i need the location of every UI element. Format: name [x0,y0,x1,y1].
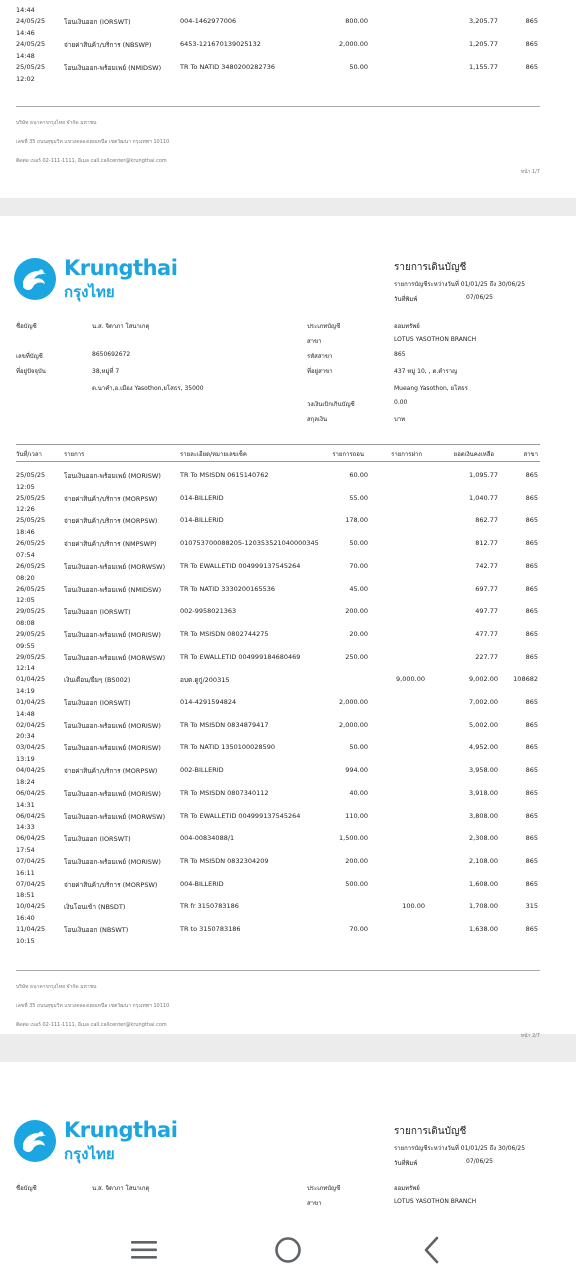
row-branch: 865 [525,834,538,843]
account-no-value: 8650692672 [92,351,131,358]
krungthai-logo [14,1118,178,1164]
row-date: 06/04/25 [16,811,46,820]
row-balance: 1,708.00 [469,902,498,911]
address-label: ที่อยู่ปัจจุบัน [16,368,46,375]
row-type: โอนเงินออก (NBSWT) [64,926,129,934]
statement-page-3 [0,1062,576,1222]
period-value: 01/01/25 ถึง 30/06/25 [460,281,526,288]
row-time: 14:48 [16,52,35,60]
row-balance: 7,002.00 [469,698,498,706]
row-withdraw: 178.00 [345,516,368,525]
row-branch: 315 [525,902,538,911]
row-time: 14:33 [16,823,35,832]
row-withdraw: 50.00 [349,743,368,752]
row-balance: 1,095.77 [469,471,498,479]
period-row [394,1143,525,1153]
table-row [0,664,576,687]
row-date: 01/04/25 [16,698,46,706]
row-type: เงินโอนเข้า (NBSDT) [64,903,126,912]
statement-title: รายการเดินบัญชี [394,262,467,273]
footer-company: บริษัท ธนาคารกรุงไทย จำกัด มหาชน [16,984,97,990]
row-balance: 3,958.00 [469,766,498,775]
row-detail: 004-00834088/1 [180,834,235,843]
footer-contact: ติดต่อ เบอร์ 02-111-1111, อีเมล call.callcenter@krungthai.com [16,1022,167,1028]
row-branch: 865 [525,493,538,502]
logo-text-th: กรุงไทย [64,1145,115,1163]
row-date: 07/04/25 [16,879,46,888]
row-balance: 5,002.00 [469,720,498,729]
statement-header [394,260,525,309]
row-date: 02/04/25 [16,720,46,729]
currency-label: สกุลเงิน [307,416,328,423]
row-type: โอนเงินออก (IORSWT) [64,608,131,617]
row-balance: 2,108.00 [469,856,498,865]
row-time: 17:54 [16,845,35,854]
row-branch: 865 [525,788,538,797]
account-type-label: ประเภทบัญชี [307,1185,341,1192]
row-time: 07:54 [16,550,35,559]
row-time: 12:02 [16,75,35,83]
row-type: โอนเงินออก-พร้อมเพย์ (MORWSW) [64,653,166,662]
row-date: 25/05/25 [16,493,46,502]
row-withdraw: 45.00 [349,584,368,593]
table-row [0,732,576,755]
row-type: โอนเงินออก-พร้อมเพย์ (MORISW) [64,857,161,866]
table-row [0,619,576,642]
row-date: 03/04/25 [16,743,46,752]
branch-address-line1: 437 หมู่ 10, , ต.ตำราญ [394,368,458,375]
account-name-value: น.ส. จิดาภา โสนาเกตุ [92,323,150,330]
back-button[interactable] [412,1230,452,1270]
table-row [0,869,576,892]
row-date: 26/05/25 [16,561,46,570]
row-withdraw: 70.00 [349,925,368,933]
row-type: จ่ายค่าสินค้า/บริการ (MORPSW) [64,494,158,503]
home-button[interactable] [268,1230,308,1270]
row-time: 14:31 [16,800,35,809]
row-withdraw: 50.00 [349,539,368,548]
period-value: 01/01/25 ถึง 30/06/25 [460,1145,526,1152]
page-footer [16,970,540,1040]
row-balance: 497.77 [475,607,498,616]
period-label: รายการบัญชีระหว่างวันที่ [394,281,459,288]
row-balance: 477.77 [475,629,498,638]
period-row [394,279,525,289]
row-balance: 697.77 [475,584,498,593]
account-no-label: เลขที่บัญชี [16,353,43,360]
currency-value: บาท [394,416,406,423]
row-date: 01/04/25 [16,675,46,684]
row-date: 24/05/25 [16,17,46,25]
row-branch: 865 [525,766,538,775]
col-detail: รายละเอียด/หมายเลขเช็ค [180,451,247,458]
row-detail: 002-9958021363 [180,607,237,616]
row-balance: 3,808.00 [469,811,498,820]
row-type: โอนเงินออก (IORSWT) [64,835,131,844]
address-line1: 38,หมู่ที่ 7 [92,368,120,375]
row-withdraw: 250.00 [345,652,368,661]
row-withdraw: 60.00 [349,471,368,479]
col-date-time: วันที่/เวลา [16,451,42,458]
row-type: โอนเงินออก-พร้อมเพย์ (MORWSW) [64,812,166,821]
print-date-value: 07/06/25 [466,294,493,301]
row-balance: 3,918.00 [469,788,498,797]
branch-value: LOTUS YASOTHON BRANCH [394,336,477,343]
branch-code-value: 865 [394,351,406,358]
branch-value: LOTUS YASOTHON BRANCH [394,1198,477,1205]
row-branch: 865 [525,40,538,48]
row-detail: TR To EWALLETID 004999184680469 [180,652,301,661]
row-detail: 014-BILLERID [180,516,224,525]
page-footer [16,106,540,176]
bird-emblem-icon [14,258,56,300]
row-time: 16:11 [16,868,35,877]
row-branch: 865 [525,584,538,593]
row-branch: 865 [525,539,538,548]
row-withdraw: 20.00 [349,629,368,638]
table-row [0,574,576,597]
row-branch: 865 [525,856,538,865]
row-branch: 865 [525,17,538,25]
row-balance: 862.77 [475,516,498,525]
row-date: 24/05/25 [16,40,46,48]
row-date: 06/04/25 [16,834,46,843]
home-circle-icon [268,1230,308,1270]
branch-code-label: รหัสสาขา [307,353,333,360]
row-type: จ่ายค่าสินค้า/บริการ (NBSWP) [64,41,152,49]
logo-text-en: Krungthai [64,256,178,280]
row-type: โอนเงินออก-พร้อมเพย์ (MORISW) [64,721,161,730]
row-detail: TR To NATID 3330200165536 [180,584,275,593]
footer-address: เลขที่ 35 ถนนสุขุมวิท แขวงคลองเตยเหนือ เขตวัฒนา กรุงเทพฯ 10110 [16,139,170,145]
menu-icon [124,1230,164,1270]
row-balance: 1,608.00 [469,879,498,888]
row-type: โอนเงินออก-พร้อมเพย์ (MORISW) [64,472,161,480]
logo-text-th: กรุงไทย [64,283,115,301]
footer-address: เลขที่ 35 ถนนสุขุมวิท แขวงคลองเตยเหนือ เขตวัฒนา กรุงเทพฯ 10110 [16,1003,170,1009]
row-date: 29/05/25 [16,652,46,661]
table-row [0,52,576,75]
account-type-value: ออมทรัพย์ [394,1185,420,1192]
row-withdraw: 200.00 [345,607,368,616]
table-row-tail [0,75,576,98]
row-detail: 002-BILLERID [180,766,224,775]
row-branch: 865 [525,561,538,570]
table-row [0,460,576,483]
table-row [0,642,576,665]
row-withdraw: 800.00 [345,17,368,25]
row-type: โอนเงินออก-พร้อมเพย์ (MORWSW) [64,562,166,571]
row-branch: 865 [525,925,538,933]
footer-divider [16,970,540,971]
table-row [0,755,576,778]
account-name-value: น.ส. จิดาภา โสนาเกตุ [92,1185,150,1192]
row-branch: 108682 [513,675,538,684]
row-type: โอนเงินออก-พร้อมเพย์ (MORISW) [64,630,161,639]
statement-page-2 [0,216,576,1039]
row-detail: อบต.ดูกู่/200315 [180,676,230,685]
row-branch: 865 [525,879,538,888]
row-time: 14:19 [16,687,35,695]
row-withdraw: 994.00 [345,766,368,775]
row-time: 12:26 [16,505,35,514]
row-detail: 004-1462977006 [180,17,237,25]
row-branch: 865 [525,811,538,820]
row-balance: 1,155.77 [469,63,498,71]
table-row [0,891,576,914]
row-branch: 865 [525,471,538,479]
row-balance: 4,952.00 [469,743,498,752]
row-date: 11/04/25 [16,925,46,933]
row-date: 25/05/25 [16,471,46,479]
row-date: 10/04/25 [16,902,46,911]
table-row [0,914,576,937]
row-branch: 865 [525,652,538,661]
table-row [0,505,576,528]
branch-address-line2: Mueang Yasothon, ยโสธร [394,385,468,392]
row-date: 25/05/25 [16,63,46,71]
col-deposit: รายการฝาก [391,451,422,458]
page-number: หน้า 1/7 [520,169,540,175]
row-withdraw: 2,000.00 [339,720,368,729]
row-balance: 3,205.77 [469,17,498,25]
header-top-rule [16,444,540,445]
print-date-label: วันที่พิมพ์ [394,296,418,303]
row-withdraw: 500.00 [345,879,368,888]
row-withdraw: 200.00 [345,856,368,865]
row-detail: TR To MSISDN 0802744275 [180,629,269,638]
row-detail: TR To NATID 1350100028590 [180,743,275,752]
row-time: 12:05 [16,596,35,605]
recent-apps-button[interactable] [124,1230,164,1270]
col-balance: ยอดเงินคงเหลือ [453,451,494,458]
row-detail: TR To MSISDN 0832304209 [180,856,269,865]
row-branch: 865 [525,743,538,752]
row-detail: 014-BILLERID [180,493,224,502]
row-date: 26/05/25 [16,584,46,593]
row-detail: 010753700088205-120353521040000345 [180,539,319,548]
row-time: 16:40 [16,914,35,922]
row-type: โอนเงินออก-พร้อมเพย์ (NMIDSW) [64,585,162,594]
row-withdraw: 1,500.00 [339,834,368,843]
row-date: 29/05/25 [16,607,46,616]
row-type: จ่ายค่าสินค้า/บริการ (NMPSWP) [64,540,157,549]
table-row-tail [0,937,576,960]
row-time: 18:24 [16,777,35,786]
branch-address-label: ที่อยู่สาขา [307,368,333,375]
row-balance: 9,002.00 [469,675,498,684]
row-time: 14:44 [16,6,35,14]
row-branch: 865 [525,629,538,638]
row-time: 10:15 [16,936,35,945]
row-time: 12:05 [16,482,35,491]
col-type: รายการ [64,451,85,458]
row-withdraw: 110.00 [345,811,368,820]
row-deposit: 100.00 [402,902,425,911]
row-detail: TR fr 3150783186 [180,902,239,911]
table-row [0,687,576,710]
row-balance: 2,308.00 [469,834,498,843]
account-type-label: ประเภทบัญชี [307,323,341,330]
row-type: โอนเงินออก (IORSWT) [64,18,131,26]
row-balance: 1,205.77 [469,40,498,48]
row-withdraw: 2,000.00 [339,698,368,706]
table-row [0,778,576,801]
print-date-label: วันที่พิมพ์ [394,1160,418,1167]
row-balance: 742.77 [475,561,498,570]
account-name-label: ชื่อบัญชี [16,323,37,330]
branch-label: สาขา [307,1200,322,1207]
row-date: 26/05/25 [16,539,46,548]
back-chevron-icon [412,1230,452,1270]
row-balance: 1,040.77 [469,493,498,502]
statement-title: รายการเดินบัญชี [394,1126,467,1137]
row-withdraw: 2,000.00 [339,40,368,48]
table-row [0,29,576,52]
footer-divider [16,106,540,107]
row-withdraw: 55.00 [349,493,368,502]
statement-page-1 [0,0,576,198]
row-detail: TR To MSISDN 0807340112 [180,788,269,797]
overdraft-label: วงเงินเบิกเกินบัญชี [307,401,355,408]
row-branch: 865 [525,516,538,525]
row-type: เงินเดือน/ยืมๆ (BS002) [64,676,131,685]
row-type: โอนเงินออก (IORSWT) [64,699,131,707]
page-number: หน้า 2/7 [520,1033,540,1039]
row-date: 25/05/25 [16,516,46,525]
print-date-row [394,294,525,304]
table-row [0,551,576,574]
table-row [0,528,576,551]
row-type: โอนเงินออก-พร้อมเพย์ (MORISW) [64,744,161,753]
row-time: 09:55 [16,641,35,650]
row-detail: 014-4291594824 [180,698,237,706]
row-time: 14:48 [16,709,35,718]
row-deposit: 9,000.00 [396,675,425,684]
branch-label: สาขา [307,338,322,345]
print-date-row [394,1158,525,1168]
row-balance: 227.77 [475,652,498,661]
row-detail: 6453-121670139025132 [180,40,261,48]
row-detail: TR To EWALLETID 004999137545264 [180,811,301,820]
row-detail: TR to 3150783186 [180,925,241,933]
logo-text-en: Krungthai [64,1118,178,1142]
row-time: 08:08 [16,618,35,627]
row-type: โอนเงินออก-พร้อมเพย์ (NMIDSW) [64,64,162,72]
table-row [0,801,576,824]
overdraft-value: 0.00 [394,399,408,406]
table-row [0,596,576,619]
row-detail: TR To EWALLETID 004999137545264 [180,561,301,570]
account-name-label: ชื่อบัญชี [16,1185,37,1192]
row-detail: 004-BILLERID [180,879,224,888]
print-date-value: 07/06/25 [466,1158,493,1165]
row-time: 20:34 [16,732,35,741]
row-time: 12:14 [16,664,35,673]
row-time: 14:46 [16,29,35,37]
row-type: จ่ายค่าสินค้า/บริการ (MORPSW) [64,517,158,526]
row-date: 06/04/25 [16,788,46,797]
row-type: จ่ายค่าสินค้า/บริการ (MORPSW) [64,767,158,776]
table-row [0,846,576,869]
row-branch: 865 [525,607,538,616]
col-withdraw: รายการถอน [332,451,364,458]
footer-company: บริษัท ธนาคารกรุงไทย จำกัด มหาชน [16,120,97,126]
row-withdraw: 40.00 [349,788,368,797]
row-branch: 865 [525,720,538,729]
table-row [0,823,576,846]
footer-contact: ติดต่อ เบอร์ 02-111-1111, อีเมล call.callcenter@krungthai.com [16,158,167,164]
row-time: 08:20 [16,573,35,582]
row-date: 07/04/25 [16,856,46,865]
row-balance: 1,638.00 [469,925,498,933]
bird-emblem-icon [14,1120,56,1162]
statement-header [394,1124,525,1173]
row-branch: 865 [525,698,538,706]
row-time: 18:51 [16,891,35,900]
row-date: 29/05/25 [16,629,46,638]
row-detail: TR To MSISDN 0834879417 [180,720,269,729]
col-branch: สาขา [523,451,538,458]
period-label: รายการบัญชีระหว่างวันที่ [394,1145,459,1152]
row-balance: 812.77 [475,539,498,548]
row-branch: 865 [525,63,538,71]
row-withdraw: 70.00 [349,561,368,570]
table-row [0,6,576,29]
row-withdraw: 50.00 [349,63,368,71]
row-date: 04/04/25 [16,766,46,775]
row-time: 13:19 [16,755,35,764]
address-line2: ต.นาคำ,อ.เมือง Yasothon,ยโสธร, 35000 [92,385,204,392]
row-type: จ่ายค่าสินค้า/บริการ (MORPSW) [64,880,158,889]
row-detail: TR To NATID 3480200282736 [180,63,275,71]
table-row [0,483,576,506]
system-navigation-bar [0,1222,576,1280]
table-row [0,710,576,733]
row-detail: TR To MSISDN 0615140762 [180,471,269,479]
row-type: โอนเงินออก-พร้อมเพย์ (MORISW) [64,789,161,798]
krungthai-logo [14,256,178,302]
account-type-value: ออมทรัพย์ [394,323,420,330]
row-time: 18:46 [16,528,35,537]
